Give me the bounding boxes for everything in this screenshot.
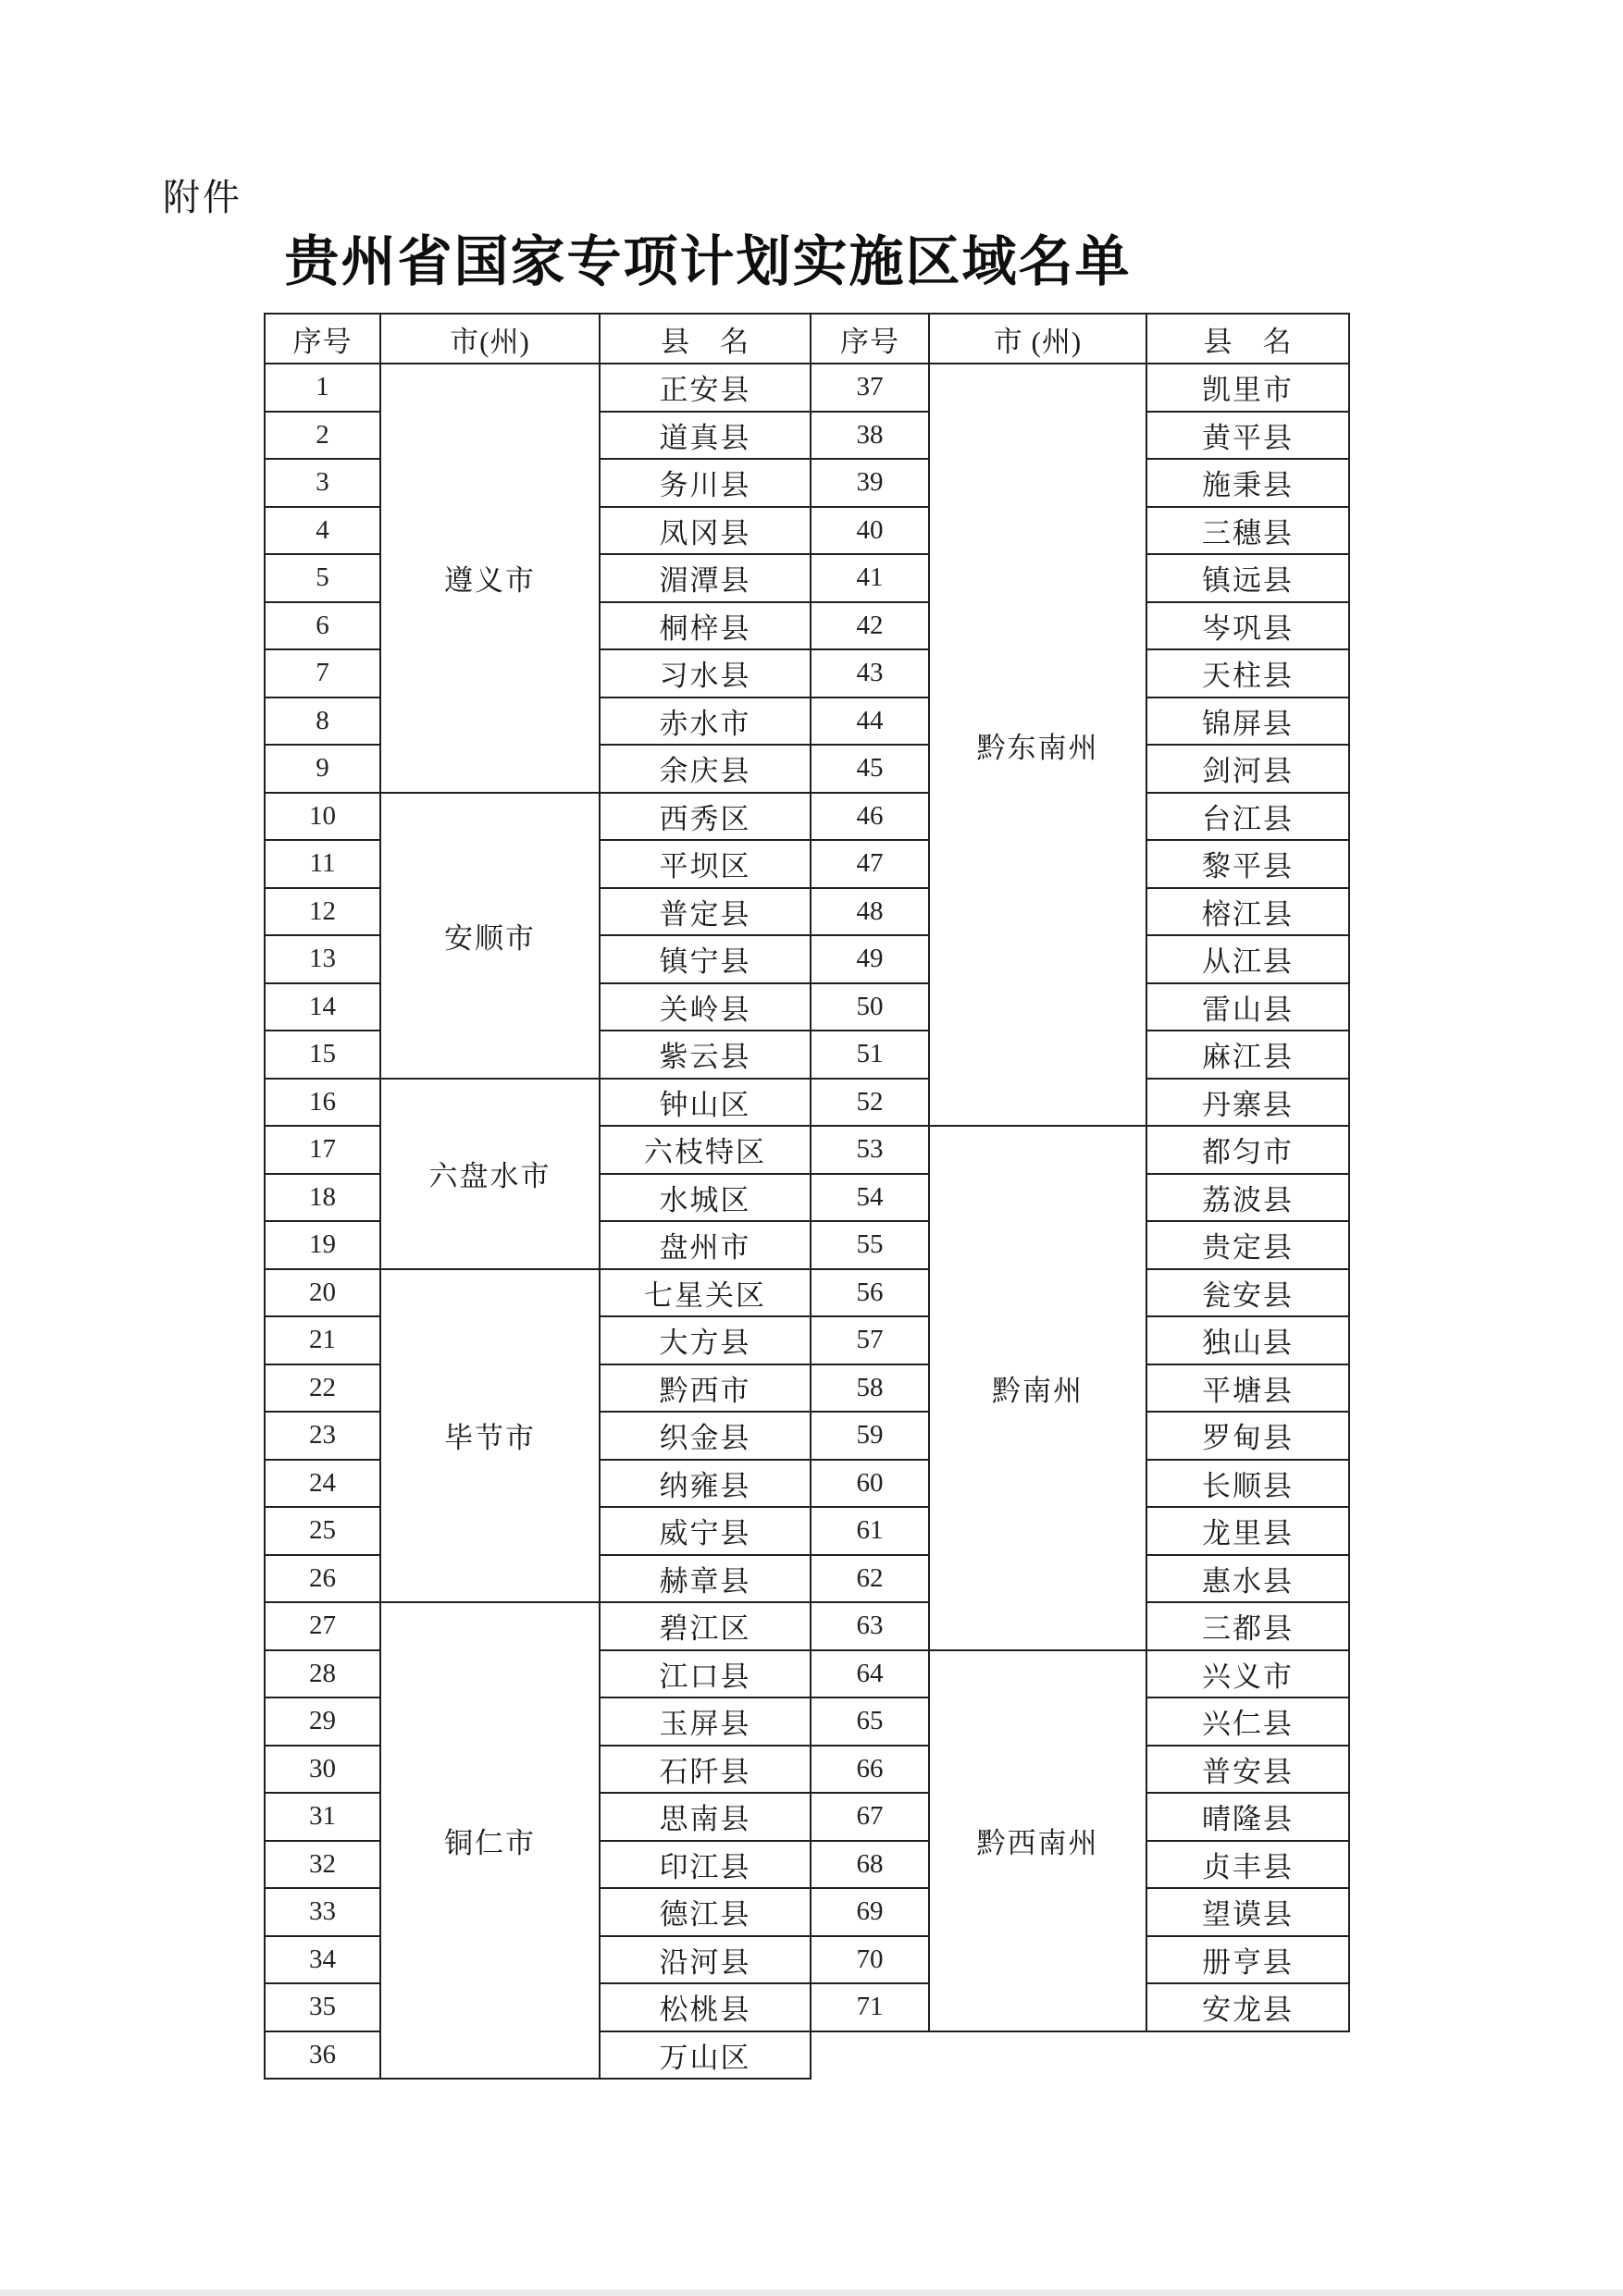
row-number-cell: 54 xyxy=(811,1174,929,1222)
county-cell: 大方县 xyxy=(600,1316,811,1364)
row-number-cell: 61 xyxy=(811,1507,929,1555)
table-row xyxy=(265,1269,1349,1317)
county-cell: 册亨县 xyxy=(1146,1936,1349,1984)
row-number-cell: 21 xyxy=(265,1316,380,1364)
row-number-cell: 42 xyxy=(811,602,929,650)
county-cell: 沿河县 xyxy=(600,1936,811,1984)
county-cell: 都匀市 xyxy=(1146,1126,1349,1174)
row-number-cell: 20 xyxy=(265,1269,380,1317)
county-cell: 天柱县 xyxy=(1146,649,1349,697)
row-number-cell: 4 xyxy=(265,507,380,555)
header-seq-left: 序号 xyxy=(265,314,380,364)
county-cell: 锦屏县 xyxy=(1146,697,1349,746)
row-number-cell: 55 xyxy=(811,1221,929,1269)
row-number-cell: 6 xyxy=(265,602,380,650)
county-cell: 望谟县 xyxy=(1146,1888,1349,1936)
row-number-cell: 62 xyxy=(811,1555,929,1603)
row-number-cell: 25 xyxy=(265,1507,380,1555)
county-cell: 习水县 xyxy=(600,649,811,697)
table-row xyxy=(265,793,1349,841)
county-cell: 黎平县 xyxy=(1146,840,1349,888)
row-number-cell: 3 xyxy=(265,459,380,507)
county-cell: 台江县 xyxy=(1146,793,1349,841)
row-number-cell: 30 xyxy=(265,1746,380,1794)
county-cell: 岑巩县 xyxy=(1146,602,1349,650)
county-cell: 威宁县 xyxy=(600,1507,811,1555)
row-number-cell: 59 xyxy=(811,1412,929,1460)
row-number-cell: 47 xyxy=(811,840,929,888)
row-number-cell: 71 xyxy=(811,1983,929,2031)
row-number-cell: 67 xyxy=(811,1793,929,1841)
county-cell: 晴隆县 xyxy=(1146,1793,1349,1841)
row-number-cell: 10 xyxy=(265,793,380,841)
row-number-cell: 38 xyxy=(811,412,929,460)
county-cell: 兴义市 xyxy=(1146,1650,1349,1698)
row-number-cell: 32 xyxy=(265,1841,380,1889)
row-number-cell: 2 xyxy=(265,412,380,460)
county-cell: 赫章县 xyxy=(600,1555,811,1603)
county-cell: 西秀区 xyxy=(600,793,811,841)
county-cell: 三穗县 xyxy=(1146,507,1349,555)
county-cell: 万山区 xyxy=(600,2031,811,2080)
row-number-cell: 44 xyxy=(811,697,929,746)
county-cell: 凤冈县 xyxy=(600,507,811,555)
city-cell: 黔西南州 xyxy=(929,1650,1146,2031)
county-cell: 江口县 xyxy=(600,1650,811,1698)
county-cell: 从江县 xyxy=(1146,935,1349,983)
row-number-cell: 51 xyxy=(811,1031,929,1079)
row-number-cell: 40 xyxy=(811,507,929,555)
county-cell: 关岭县 xyxy=(600,983,811,1031)
row-number-cell: 14 xyxy=(265,983,380,1031)
table-row xyxy=(265,1079,1349,1127)
attachment-label: 附件 xyxy=(163,178,242,218)
row-number-cell: 66 xyxy=(811,1746,929,1794)
county-cell: 七星关区 xyxy=(600,1269,811,1317)
city-cell: 安顺市 xyxy=(380,793,600,1079)
county-cell: 普安县 xyxy=(1146,1746,1349,1794)
row-number-cell: 46 xyxy=(811,793,929,841)
county-cell: 贵定县 xyxy=(1146,1221,1349,1269)
county-cell: 石阡县 xyxy=(600,1746,811,1794)
row-number-cell: 8 xyxy=(265,697,380,746)
row-number-cell: 12 xyxy=(265,888,380,936)
city-cell: 铜仁市 xyxy=(380,1602,600,2079)
row-number-cell: 45 xyxy=(811,745,929,793)
county-cell: 罗甸县 xyxy=(1146,1412,1349,1460)
header-county-right: 县 名 xyxy=(1146,314,1349,364)
county-cell: 贞丰县 xyxy=(1146,1841,1349,1889)
row-number-cell: 64 xyxy=(811,1650,929,1698)
county-cell: 印江县 xyxy=(600,1841,811,1889)
county-cell: 剑河县 xyxy=(1146,745,1349,793)
city-cell: 黔南州 xyxy=(929,1126,1146,1650)
region-table xyxy=(264,313,1350,2080)
header-city-left: 市(州) xyxy=(380,314,600,364)
row-number-cell: 69 xyxy=(811,1888,929,1936)
county-cell: 独山县 xyxy=(1146,1316,1349,1364)
row-number-cell: 18 xyxy=(265,1174,380,1222)
row-number-cell: 58 xyxy=(811,1364,929,1413)
row-number-cell: 52 xyxy=(811,1079,929,1127)
county-cell: 务川县 xyxy=(600,459,811,507)
county-cell: 玉屏县 xyxy=(600,1697,811,1746)
row-number-cell: 27 xyxy=(265,1602,380,1650)
row-number-cell: 60 xyxy=(811,1460,929,1508)
county-cell: 水城区 xyxy=(600,1174,811,1222)
row-number-cell: 16 xyxy=(265,1079,380,1127)
page-bottom-edge xyxy=(0,2290,1623,2296)
county-cell: 赤水市 xyxy=(600,697,811,746)
county-cell: 安龙县 xyxy=(1146,1983,1349,2031)
county-cell: 紫云县 xyxy=(600,1031,811,1079)
row-number-cell: 23 xyxy=(265,1412,380,1460)
row-number-cell: 35 xyxy=(265,1983,380,2031)
county-cell: 松桃县 xyxy=(600,1983,811,2031)
row-number-cell: 26 xyxy=(265,1555,380,1603)
row-number-cell: 24 xyxy=(265,1460,380,1508)
row-number-cell: 31 xyxy=(265,1793,380,1841)
row-number-cell: 50 xyxy=(811,983,929,1031)
county-cell: 兴仁县 xyxy=(1146,1697,1349,1746)
county-cell: 钟山区 xyxy=(600,1079,811,1127)
county-cell: 盘州市 xyxy=(600,1221,811,1269)
row-number-cell: 36 xyxy=(265,2031,380,2080)
county-cell: 镇远县 xyxy=(1146,554,1349,602)
row-number-cell: 17 xyxy=(265,1126,380,1174)
table-row xyxy=(265,364,1349,412)
county-cell: 桐梓县 xyxy=(600,602,811,650)
city-cell: 六盘水市 xyxy=(380,1079,600,1269)
county-cell: 丹寨县 xyxy=(1146,1079,1349,1127)
row-number-cell: 7 xyxy=(265,649,380,697)
row-number-cell: 49 xyxy=(811,935,929,983)
county-cell: 荔波县 xyxy=(1146,1174,1349,1222)
county-cell: 三都县 xyxy=(1146,1602,1349,1650)
city-cell: 遵义市 xyxy=(380,364,600,793)
county-cell: 麻江县 xyxy=(1146,1031,1349,1079)
row-number-cell: 48 xyxy=(811,888,929,936)
county-cell: 织金县 xyxy=(600,1412,811,1460)
county-cell: 黄平县 xyxy=(1146,412,1349,460)
row-number-cell: 57 xyxy=(811,1316,929,1364)
county-cell: 湄潭县 xyxy=(600,554,811,602)
header-city-right: 市 (州) xyxy=(929,314,1146,364)
row-number-cell: 53 xyxy=(811,1126,929,1174)
row-number-cell: 13 xyxy=(265,935,380,983)
row-number-cell: 34 xyxy=(265,1936,380,1984)
page-title: 贵州省国家专项计划实施区域名单 xyxy=(284,231,1132,292)
row-number-cell: 63 xyxy=(811,1602,929,1650)
county-cell: 平塘县 xyxy=(1146,1364,1349,1413)
county-cell: 瓮安县 xyxy=(1146,1269,1349,1317)
county-cell: 平坝区 xyxy=(600,840,811,888)
county-cell: 凯里市 xyxy=(1146,364,1349,412)
city-cell: 黔东南州 xyxy=(929,364,1146,1126)
row-number-cell: 15 xyxy=(265,1031,380,1079)
row-number-cell: 28 xyxy=(265,1650,380,1698)
county-cell: 思南县 xyxy=(600,1793,811,1841)
row-number-cell: 5 xyxy=(265,554,380,602)
county-cell: 余庆县 xyxy=(600,745,811,793)
county-cell: 长顺县 xyxy=(1146,1460,1349,1508)
row-number-cell: 65 xyxy=(811,1697,929,1746)
county-cell: 德江县 xyxy=(600,1888,811,1936)
county-cell: 纳雍县 xyxy=(600,1460,811,1508)
region-table-body xyxy=(265,364,1349,2079)
row-number-cell: 29 xyxy=(265,1697,380,1746)
row-number-cell: 11 xyxy=(265,840,380,888)
city-cell: 毕节市 xyxy=(380,1269,600,1603)
header-row xyxy=(265,314,1349,364)
county-cell: 碧江区 xyxy=(600,1602,811,1650)
row-number-cell: 9 xyxy=(265,745,380,793)
row-number-cell: 43 xyxy=(811,649,929,697)
county-cell: 榕江县 xyxy=(1146,888,1349,936)
county-cell: 镇宁县 xyxy=(600,935,811,983)
row-number-cell: 1 xyxy=(265,364,380,412)
row-number-cell: 41 xyxy=(811,554,929,602)
county-cell: 黔西市 xyxy=(600,1364,811,1413)
row-number-cell: 56 xyxy=(811,1269,929,1317)
county-cell: 雷山县 xyxy=(1146,983,1349,1031)
county-cell: 道真县 xyxy=(600,412,811,460)
header-county-left: 县 名 xyxy=(600,314,811,364)
county-cell: 正安县 xyxy=(600,364,811,412)
row-number-cell: 22 xyxy=(265,1364,380,1413)
header-seq-right: 序号 xyxy=(811,314,929,364)
row-number-cell: 33 xyxy=(265,1888,380,1936)
row-number-cell: 68 xyxy=(811,1841,929,1889)
county-cell: 六枝特区 xyxy=(600,1126,811,1174)
table-row xyxy=(265,1602,1349,1650)
county-cell: 普定县 xyxy=(600,888,811,936)
row-number-cell: 70 xyxy=(811,1936,929,1984)
county-cell: 施秉县 xyxy=(1146,459,1349,507)
row-number-cell: 39 xyxy=(811,459,929,507)
county-cell: 龙里县 xyxy=(1146,1507,1349,1555)
row-number-cell: 19 xyxy=(265,1221,380,1269)
county-cell: 惠水县 xyxy=(1146,1555,1349,1603)
row-number-cell: 37 xyxy=(811,364,929,412)
